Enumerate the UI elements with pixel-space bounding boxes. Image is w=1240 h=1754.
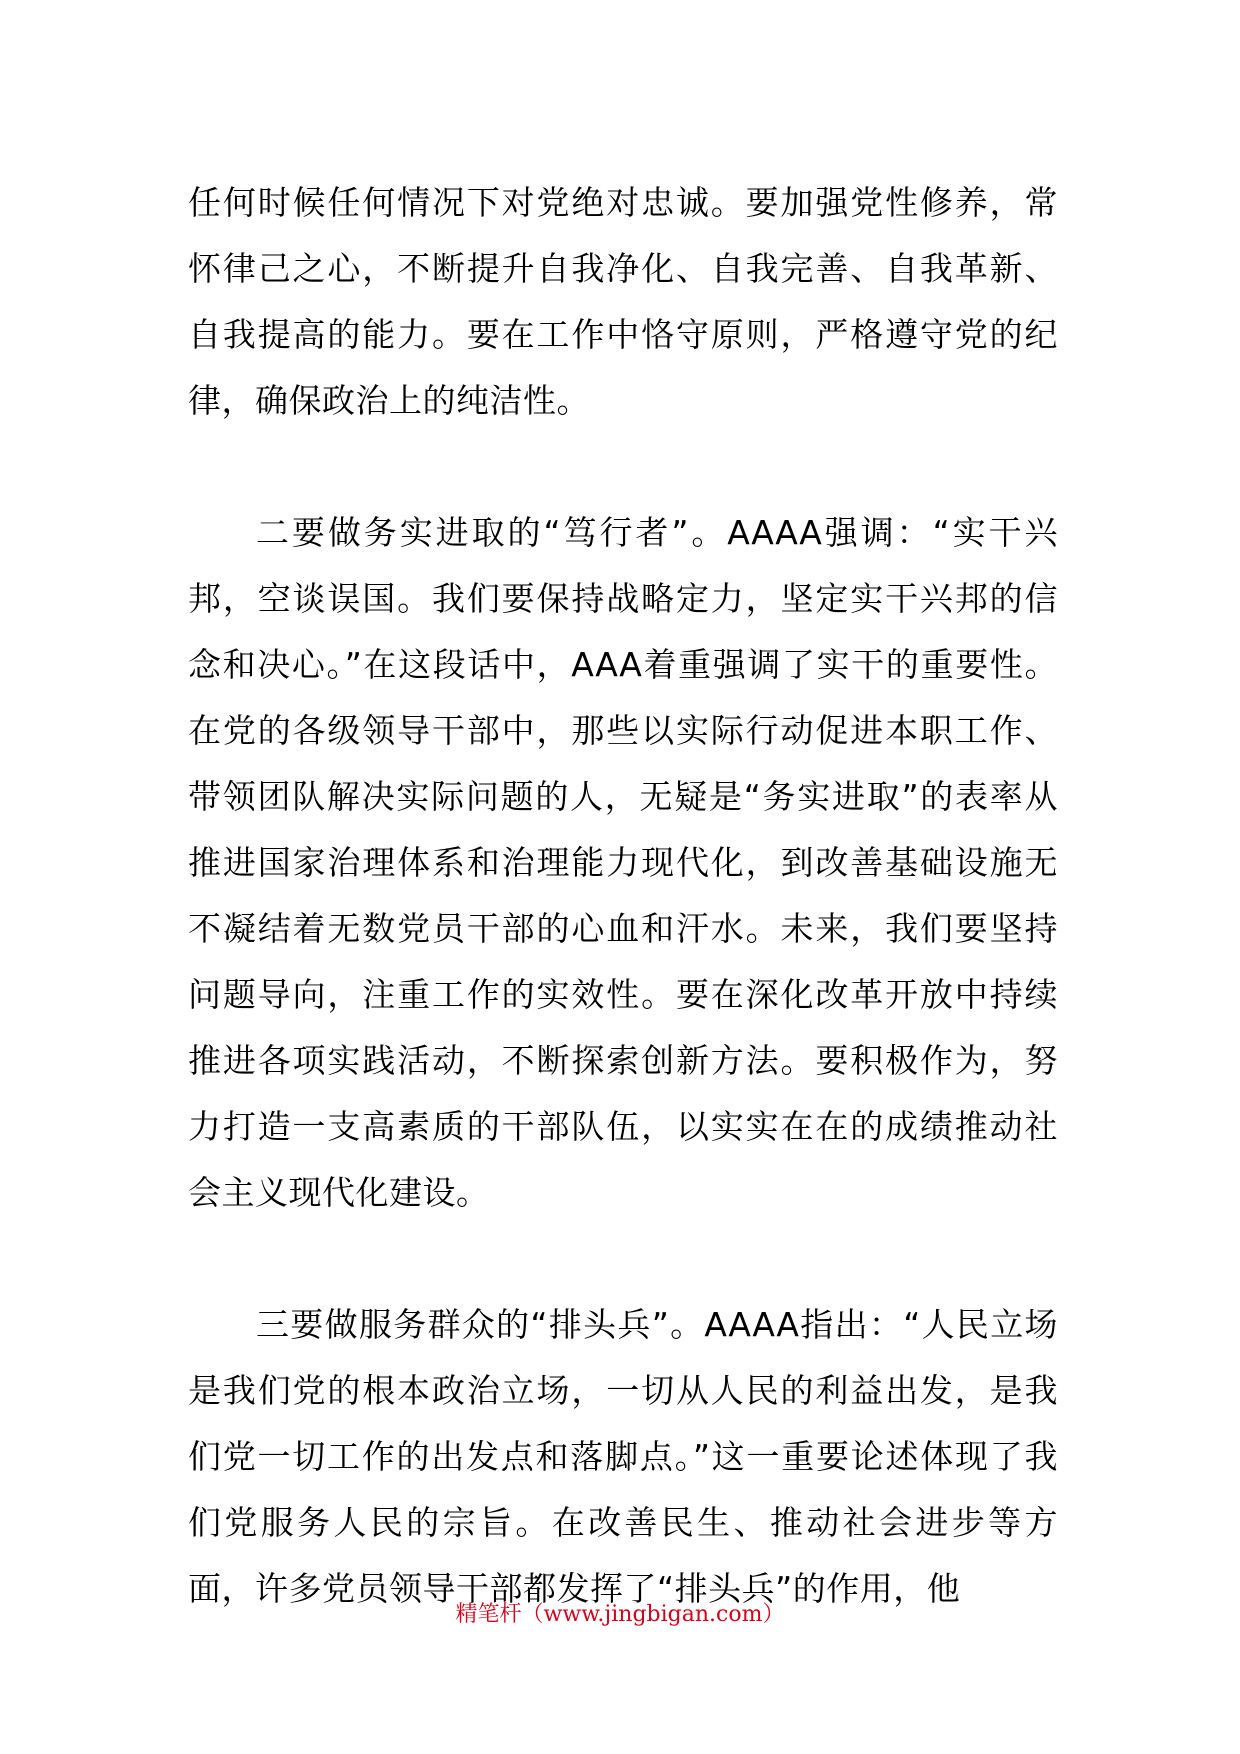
paragraph-1: 任何时候任何情况下对党绝对忠诚。要加强党性修养，常怀律己之心，不断提升自我净化、自我完善、自我革新、自我提高的能力。要在工作中恪守原则，严格遵守党的纪律，确保政治上的纯洁性。 <box>188 183 1058 420</box>
footer-watermark: 精笔杆（www.jingbigan.com） <box>455 1602 785 1627</box>
document-body <box>188 170 1058 1622</box>
paragraph-spacer <box>188 1226 1058 1292</box>
paragraph-3: 三要做服务群众的“排头兵”。AAAA指出：“人民立场是我们党的根本政治立场，一切从人民的利益出发，是我们党一切工作的出发点和落脚点。”这一重要论述体现了我们党服务人民的宗旨。在改善民生、推动社会进步等方面，许多党员领导干部都发挥了“排头兵”的作用，他 <box>188 1305 1058 1608</box>
paragraph-2: 二要做务实进取的“笃行者”。AAAA强调：“实干兴邦，空谈误国。我们要保持战略定力，坚定实干兴邦的信念和决心。”在这段话中，AAA着重强调了实干的重要性。在党的各级领导干部中，那些以实际行动促进本职工作、带领团队解决实际问题的人，无疑是“务实进取”的表率从推进国家治理体系和治理能力现代化，到改善基础设施无不凝结着无数党员干部的心血和汗水。未来，我们要坚持问题导向，注重工作的实效性。要在深化改革开放中持续推进各项实践活动，不断探索创新方法。要积极作为，努力打造一支高素质的干部队伍，以实实在在的成绩推动社会主义现代化建设。 <box>188 513 1058 1212</box>
paragraph-spacer <box>188 434 1058 500</box>
